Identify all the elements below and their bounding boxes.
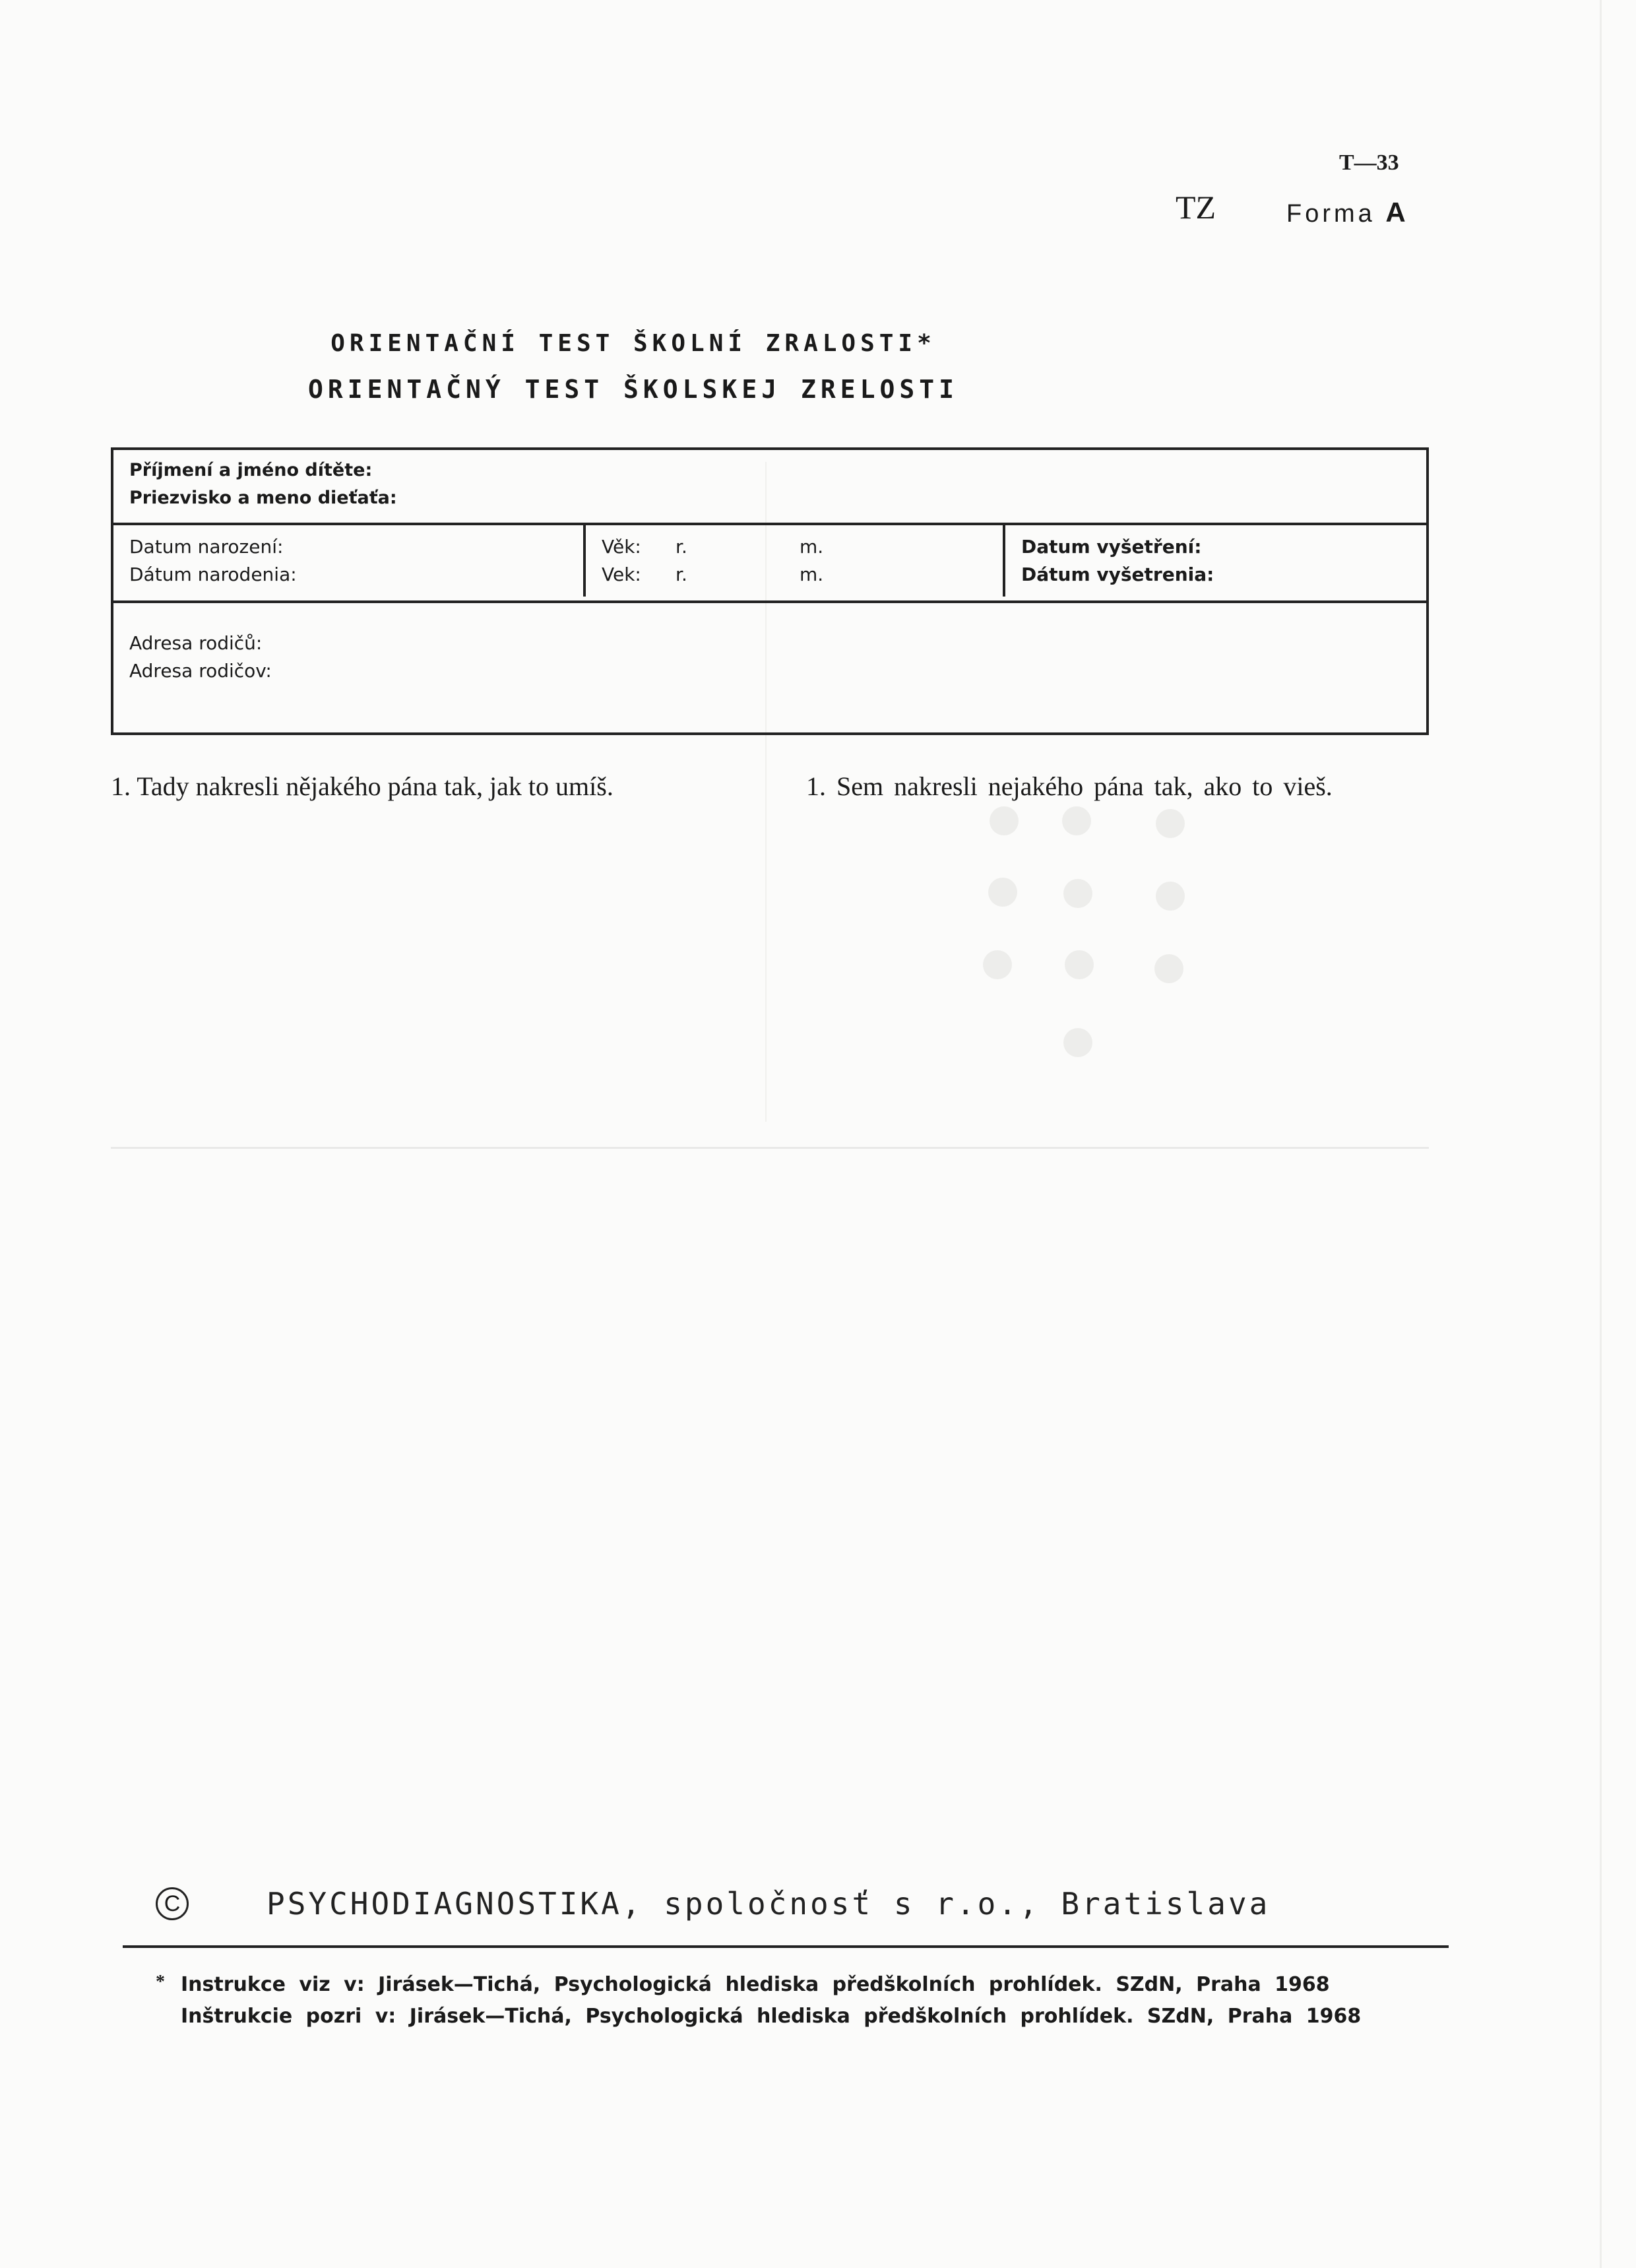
birth-date-label-cz: Datum narození: <box>129 536 284 558</box>
footer-rule <box>123 1945 1449 1948</box>
forma-letter: A <box>1385 197 1409 228</box>
footnote-sk: Inštrukcie pozri v: Jirásek—Tichá, Psychologická hlediska předškolních prohlídek. SZdN, Praha 1968 <box>181 2005 1362 2028</box>
address-label-sk: Adresa rodičov: <box>129 660 272 682</box>
faint-dot <box>1065 950 1094 979</box>
years-label-sk: r. <box>676 564 687 585</box>
faint-dot <box>983 950 1012 979</box>
years-label-cz: r. <box>676 536 687 558</box>
age-label-cz: Věk: <box>602 536 641 558</box>
exam-date-label-cz: Datum vyšetření: <box>1021 536 1202 558</box>
birth-date-field[interactable] <box>129 533 297 589</box>
child-name-field[interactable] <box>129 457 397 512</box>
form-divider-2 <box>113 600 1426 603</box>
faint-section-divider <box>111 1147 1429 1149</box>
months-label-cz: m. <box>800 536 824 558</box>
faint-dot <box>1062 806 1091 835</box>
form-vdivider-1 <box>583 525 586 597</box>
age-years <box>676 533 687 589</box>
form-divider-1 <box>113 523 1426 525</box>
age-label-sk: Vek: <box>602 564 641 585</box>
form-vdivider-2 <box>1003 525 1005 597</box>
faint-dot <box>1063 879 1092 908</box>
age-field[interactable] <box>602 533 641 589</box>
exam-date-label-sk: Dátum vyšetrenia: <box>1021 564 1214 585</box>
months-label-sk: m. <box>800 564 824 585</box>
child-info-form <box>111 447 1429 735</box>
faint-dot <box>990 806 1019 835</box>
task-1-cz: 1. Tady nakresli nějakého pána tak, jak to umíš. <box>111 771 614 801</box>
copyright-icon: C <box>156 1887 189 1920</box>
age-months <box>800 533 823 589</box>
task-1-sk: 1. Sem nakresli nejakého pána tak, ako to vieš. <box>806 771 1333 801</box>
footnote-cz: Instrukce viz v: Jirásek—Tichá, Psychologická hlediska předškolních prohlídek. SZdN, Praha 1968 <box>181 1973 1330 1996</box>
exam-date-field[interactable] <box>1021 533 1214 589</box>
address-label-cz: Adresa rodičů: <box>129 632 263 654</box>
tz-label: TZ <box>1176 189 1216 226</box>
footnote-marker: * <box>156 1972 165 1992</box>
child-name-label-sk: Priezvisko a meno dieťaťa: <box>129 488 397 508</box>
forma-label <box>1286 197 1409 228</box>
publisher-line: PSYCHODIAGNOSTIKA, spoločnosť s r.o., Bratislava <box>267 1886 1271 1922</box>
forma-word: Forma <box>1286 200 1375 228</box>
form-code: T—33 <box>1339 150 1399 175</box>
parents-address-field[interactable] <box>129 630 272 685</box>
faint-dot <box>1156 809 1185 838</box>
faint-dot <box>1154 954 1183 983</box>
child-name-label-cz: Příjmení a jméno dítěte: <box>129 460 373 480</box>
birth-date-label-sk: Dátum narodenia: <box>129 564 297 585</box>
title-cz: ORIENTAČNÍ TEST ŠKOLNÍ ZRALOSTI* <box>330 330 936 357</box>
faint-dot <box>1156 882 1185 911</box>
title-sk: ORIENTAČNÝ TEST ŠKOLSKEJ ZRELOSTI <box>308 375 959 404</box>
faint-dot <box>1063 1028 1092 1057</box>
faint-dot <box>988 878 1017 907</box>
page-edge-shadow <box>1600 0 1602 2268</box>
